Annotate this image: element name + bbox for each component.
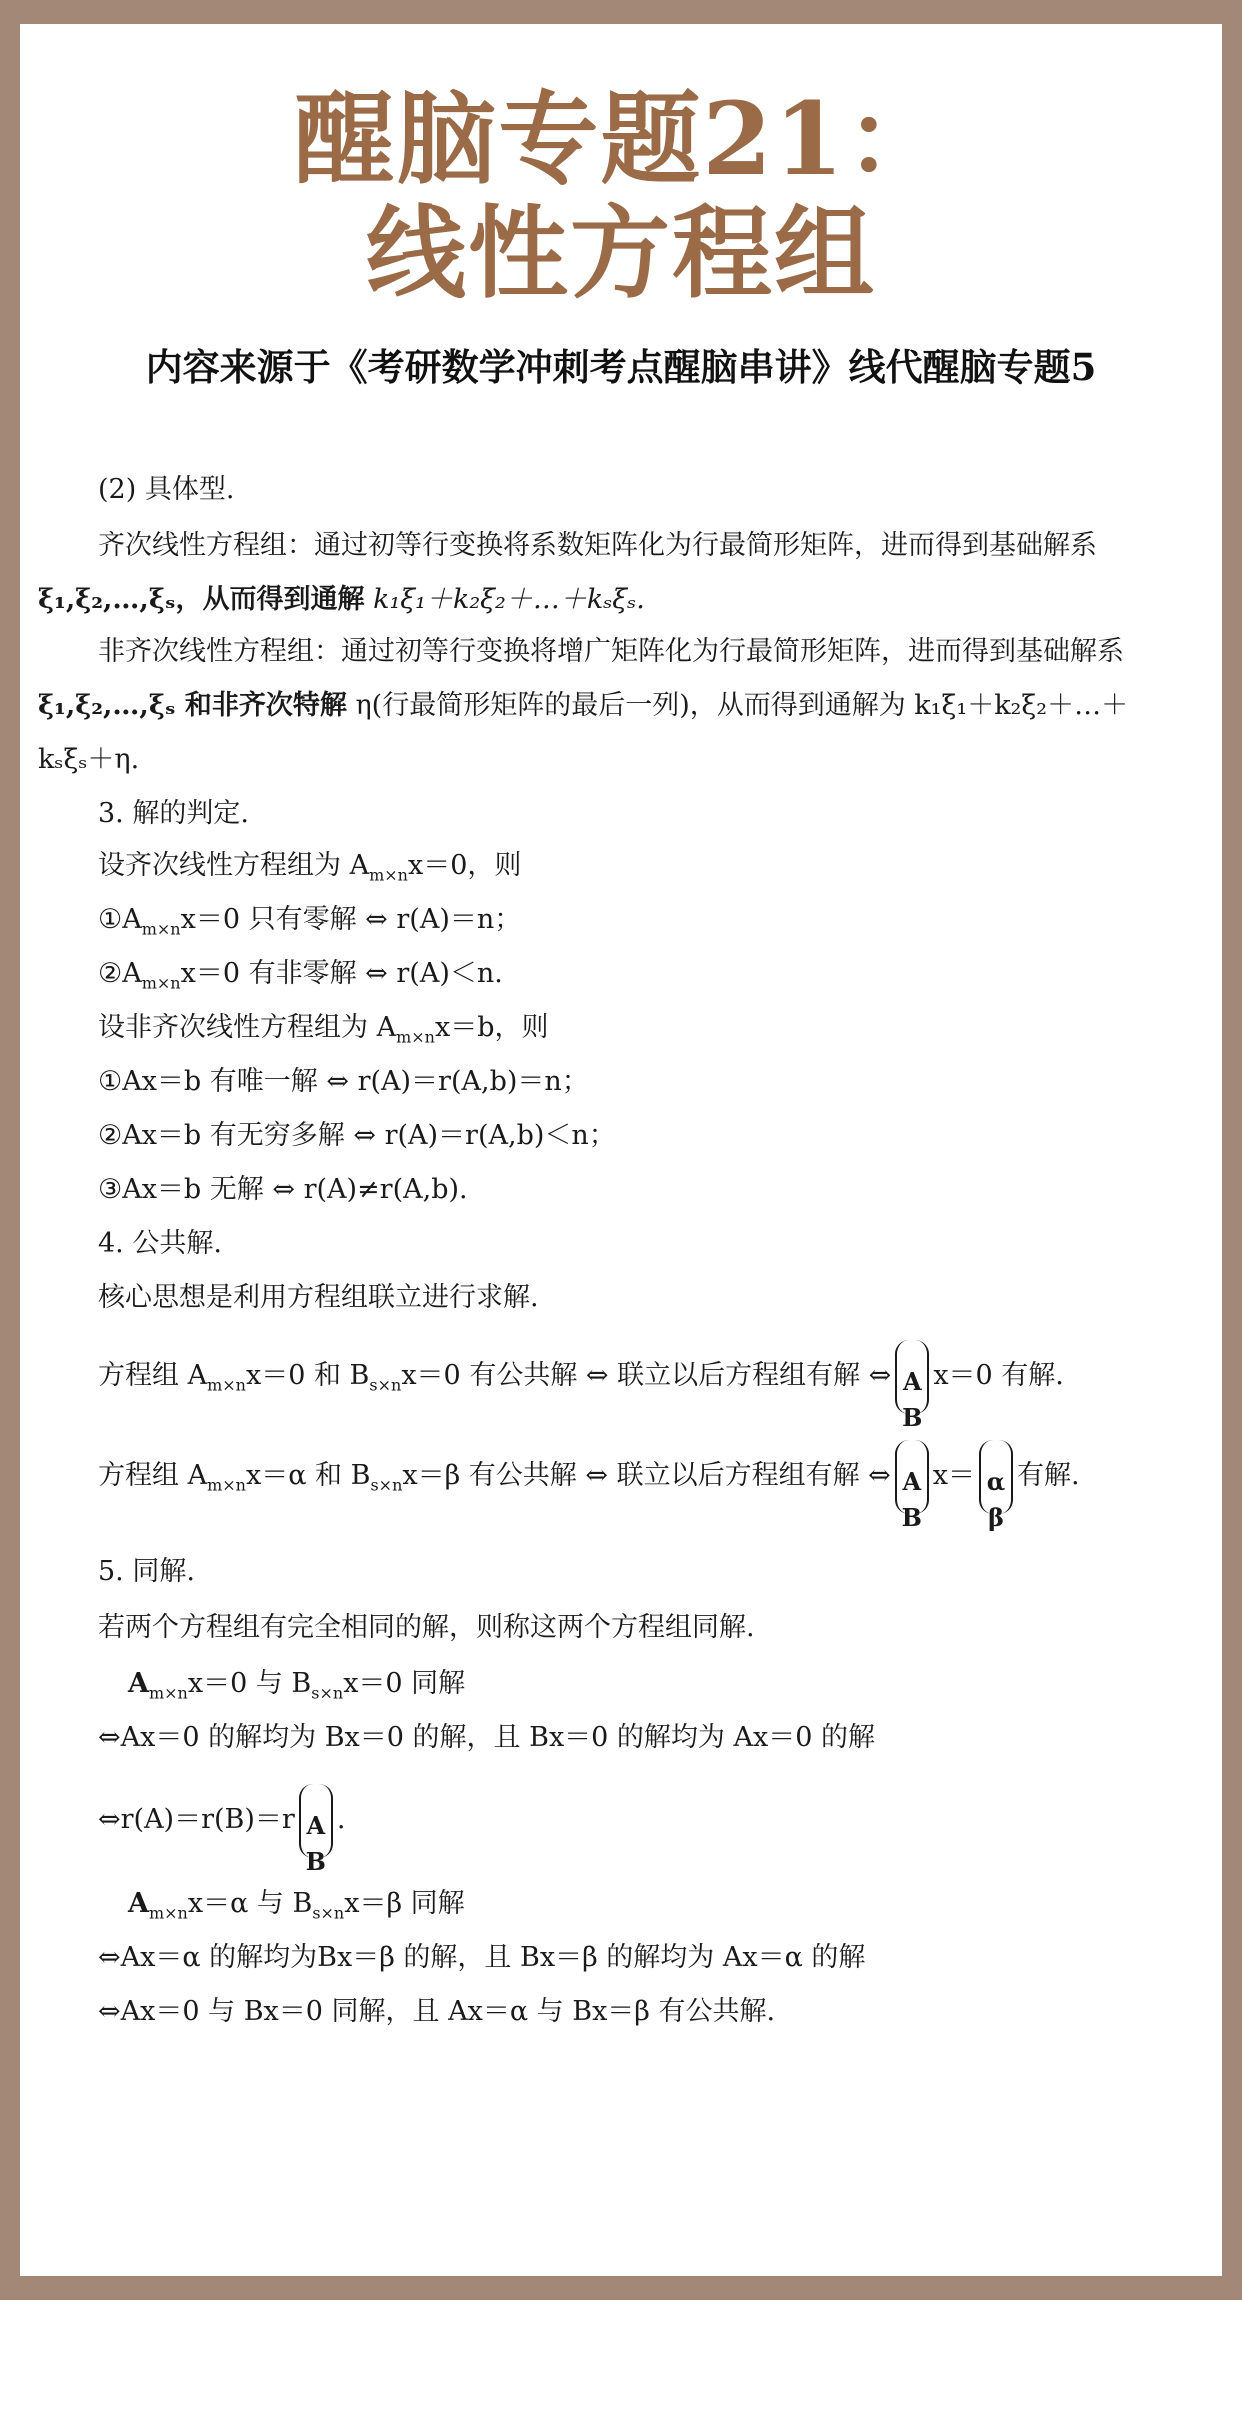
common-solution-case-2: 方程组 $A_{m\times n}x=\alpha$ 和 $B_{s\times n}x=\beta$ 有公共解 ⇔ 联立以后方程组有解 ⇔ A B x＝ α β 有解.	[98, 1436, 1080, 1525]
same-solution-nonhom-reason-2: ⇔Ax＝0 与 Bx＝0 同解，且 Ax＝α 与 Bx＝β 有公共解.	[98, 1996, 776, 2027]
same-solution-nonhom-reason-1: ⇔Ax＝α 的解均为Bx＝β 的解，且 Bx＝β 的解均为 Ax＝α 的解	[98, 1942, 866, 1973]
nonhomogeneous-text-1: 非齐次线性方程组：通过初等行变换将增广矩阵化为行最简形矩阵，进而得到基础解系	[98, 636, 1124, 667]
nonhom-intro: 设非齐次线性方程组为 $A_{m\times n}x=b$，则	[98, 1012, 549, 1047]
page-subtitle: 内容来源于《考研数学冲刺考点醒脑串讲》线代醒脑专题5	[145, 345, 1097, 389]
same-solution-hom: $A_{m\times n}x=0$ 与 $B_{s\times n}x=0$ 同解	[128, 1668, 466, 1703]
homogeneous-text-2: ξ₁,ξ₂,…,ξₛ，从而得到通解 k₁ξ₁＋k₂ξ₂＋…＋kₛξₛ.	[38, 584, 645, 615]
section-5-heading: 5. 同解.	[98, 1556, 195, 1587]
nonhomogeneous-text-3: kₛξₛ＋η.	[38, 744, 140, 775]
nonhomogeneous-text-2: ξ₁,ξ₂,…,ξₛ 和非齐次特解 η(行最简形矩阵的最后一列)，从而得到通解为 k₁ξ₁＋k₂ξ₂＋…＋	[38, 690, 1129, 721]
page-title-line2: 线性方程组	[366, 194, 876, 312]
stacked-matrix-AB: A B	[895, 1440, 929, 1514]
stacked-matrix-AB: A B	[299, 1784, 333, 1858]
nonhom-case-2: ②Ax＝b 有无穷多解 ⇔ r(A)＝r(A,b)＜n；	[98, 1120, 616, 1151]
same-solution-hom-reason-2: ⇔r(A)＝r(B)＝r A B .	[98, 1780, 345, 1860]
hom-case-1: $①A_{m\times n}x=0$ 只有零解 ⇔ r(A)＝n；	[98, 904, 522, 939]
page-title-line1: 醒脑专题21：	[294, 80, 948, 198]
same-solution-definition: 若两个方程组有完全相同的解，则称这两个方程组同解.	[98, 1612, 755, 1643]
hom-intro: 设齐次线性方程组为 $A_{m\times n}x=0$，则	[98, 850, 522, 885]
common-solution-case-1: 方程组 $A_{m\times n}x=0$ 和 $B_{s\times n}x=0$ 有公共解 ⇔ 联立以后方程组有解 ⇔ A B x＝0 有解.	[98, 1336, 1064, 1425]
common-solution-idea: 核心思想是利用方程组联立进行求解.	[98, 1282, 539, 1313]
section-2-heading: (2) 具体型.	[98, 474, 235, 505]
nonhom-case-1: ①Ax＝b 有唯一解 ⇔ r(A)＝r(A,b)＝n；	[98, 1066, 589, 1097]
section-3-heading: 3. 解的判定.	[98, 798, 249, 829]
stacked-matrix-AB: A B	[895, 1340, 929, 1414]
content-card	[20, 24, 1222, 2276]
stacked-vector-alpha-beta: α β	[979, 1440, 1013, 1514]
hom-case-2: $②A_{m\times n}x=0$ 有非零解 ⇔ r(A)＜n.	[98, 958, 503, 993]
same-solution-nonhom: $A_{m\times n}x=\alpha$ 与 $B_{s\times n}x=\beta$ 同解	[128, 1888, 465, 1923]
homogeneous-text-1: 齐次线性方程组：通过初等行变换将系数矩阵化为行最简形矩阵，进而得到基础解系	[98, 530, 1097, 561]
bottom-blank-area	[0, 2300, 1242, 2419]
section-4-heading: 4. 公共解.	[98, 1228, 222, 1259]
nonhom-case-3: ③Ax＝b 无解 ⇔ r(A)≠r(A,b).	[98, 1174, 468, 1205]
same-solution-hom-reason-1: ⇔Ax＝0 的解均为 Bx＝0 的解，且 Bx＝0 的解均为 Ax＝0 的解	[98, 1722, 876, 1753]
